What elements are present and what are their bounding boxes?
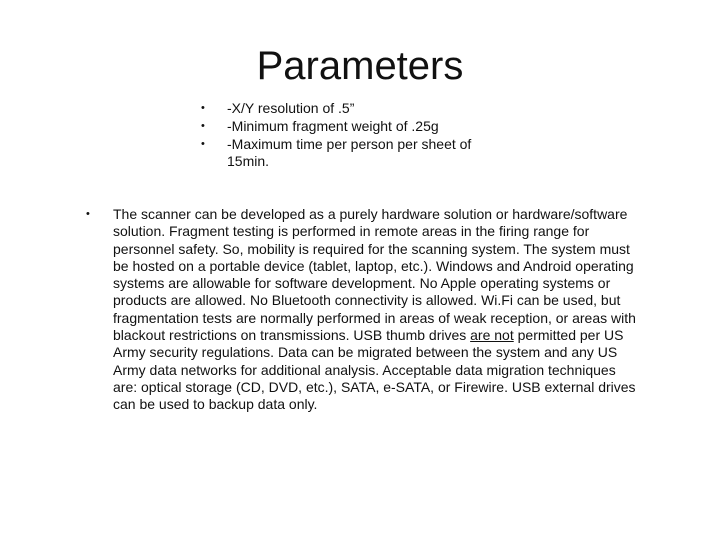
parameter-text: -Minimum fragment weight of .25g bbox=[227, 118, 439, 134]
parameter-text: -Maximum time per person per sheet of 15min. bbox=[227, 136, 472, 169]
description-paragraph bbox=[113, 206, 643, 414]
parameter-text: -X/Y resolution of .5” bbox=[227, 100, 355, 116]
bullet-icon: • bbox=[86, 208, 90, 220]
parameter-item bbox=[196, 118, 516, 135]
description-text-part1: The scanner can be developed as a purely hardware solution or hardware/software solution. Fragment testing is performed in remote areas in the firing range for personnel safety. So, mobility is required for the scanning system. The system must be hosted on a portable device (tablet, laptop, etc.). Windows and Android operating systems are allowable for software development. No Apple operating systems or products are allowed. No Bluetooth connectivity is allowed. Wi.Fi can be used, but fragmentation tests are normally performed in areas of weak reception, or areas with blackout restrictions on transmissions. USB thumb drives bbox=[113, 206, 636, 344]
bullet-icon: • bbox=[201, 102, 205, 114]
description-block bbox=[86, 206, 646, 414]
description-text-part2: permitted per US Army security regulations. Data can be migrated between the system and any US Army data networks for additional analysis. Acceptable data migration techniques are: optical storage (CD, DVD, etc.), SATA, e-SATA, or Firewire. USB external drives can be used to backup data only. bbox=[113, 327, 636, 413]
parameter-item bbox=[196, 136, 516, 170]
parameter-list bbox=[196, 100, 516, 171]
bullet-icon: • bbox=[201, 138, 205, 150]
slide-title: Parameters bbox=[256, 44, 464, 88]
description-emphasis: are not bbox=[470, 327, 514, 344]
parameter-item bbox=[196, 100, 516, 117]
bullet-icon: • bbox=[201, 120, 205, 132]
